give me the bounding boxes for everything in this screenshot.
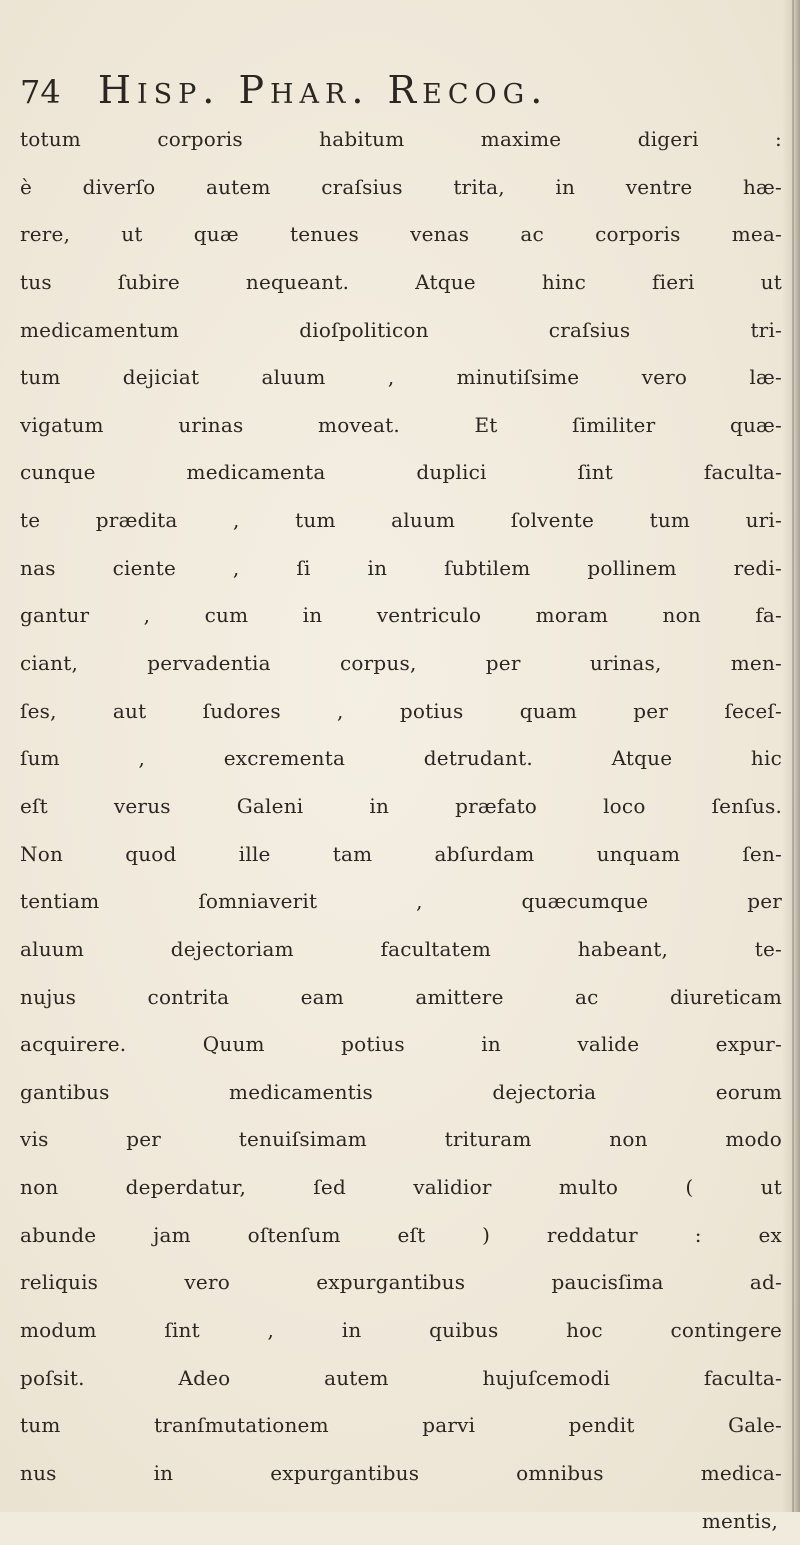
- text-line: gantur , cum in ventriculo moram non fa-: [20, 603, 782, 628]
- text-line: Non quod ille tam abſurdam unquam ſen-: [20, 841, 782, 866]
- text-line: rere, ut quæ tenues venas ac corporis mea-: [20, 222, 782, 247]
- text-line: non deperdatur, ſed validior multo ( ut: [20, 1175, 782, 1200]
- text-line: vis per tenuiſsimam trituram non modo: [20, 1127, 782, 1152]
- text-line: eſt verus Galeni in præfato loco ſenſus.: [20, 793, 782, 818]
- text-line: cunque medicamenta duplici ſint faculta-: [20, 460, 782, 485]
- text-line: tum dejiciat aluum , minutiſsime vero læ-: [20, 365, 782, 390]
- page-header: [20, 68, 780, 112]
- text-line: tus ſubire nequeant. Atque hinc fieri ut: [20, 269, 782, 294]
- text-line: tum tranſmutationem parvi pendit Gale-: [20, 1413, 782, 1438]
- text-line: reliquis vero expurgantibus paucisſima ad-: [20, 1270, 782, 1295]
- text-line: nas ciente , ſi in ſubtilem pollinem redi-: [20, 555, 782, 580]
- text-line: modum ſint , in quibus hoc contingere: [20, 1318, 782, 1343]
- text-line: totum corporis habitum maxime digeri :: [20, 127, 782, 151]
- body-text: [20, 116, 782, 1545]
- text-line: aluum dejectoriam facultatem habeant, te-: [20, 936, 782, 961]
- text-line: ſes, aut ſudores , potius quam per ſeceſ-: [20, 698, 782, 723]
- text-line: mentis,: [701, 1508, 778, 1533]
- text-line: vigatum urinas moveat. Et ſimiliter quæ-: [20, 412, 782, 437]
- page-number: 74: [20, 73, 61, 111]
- text-line: poſsit. Adeo autem hujuſcemodi faculta-: [20, 1365, 782, 1390]
- text-line: te prædita , tum aluum ſolvente tum uri-: [20, 508, 782, 533]
- text-line: tentiam ſomniaverit , quæcumque per: [20, 889, 782, 914]
- text-line: acquirere. Quum potius in valide expur-: [20, 1032, 782, 1057]
- page-edge: [782, 0, 800, 1512]
- text-line: nus in expurgantibus omnibus medica-: [20, 1460, 782, 1485]
- text-line: abunde jam oſtenſum eſt ) reddatur : ex: [20, 1222, 782, 1247]
- running-title: Hisp. Phar. Recog.: [97, 68, 549, 112]
- text-line: ciant, pervadentia corpus, per urinas, men-: [20, 651, 782, 676]
- text-line: medicamentum dioſpoliticon craſsius tri-: [20, 317, 782, 342]
- text-line: gantibus medicamentis dejectoria eorum: [20, 1079, 782, 1104]
- text-line: è diverſo autem craſsius trita, in ventre hæ-: [20, 174, 782, 199]
- text-line: nujus contrita eam amittere ac diureticam: [20, 984, 782, 1009]
- text-line: ſum , excrementa detrudant. Atque hic: [20, 746, 782, 771]
